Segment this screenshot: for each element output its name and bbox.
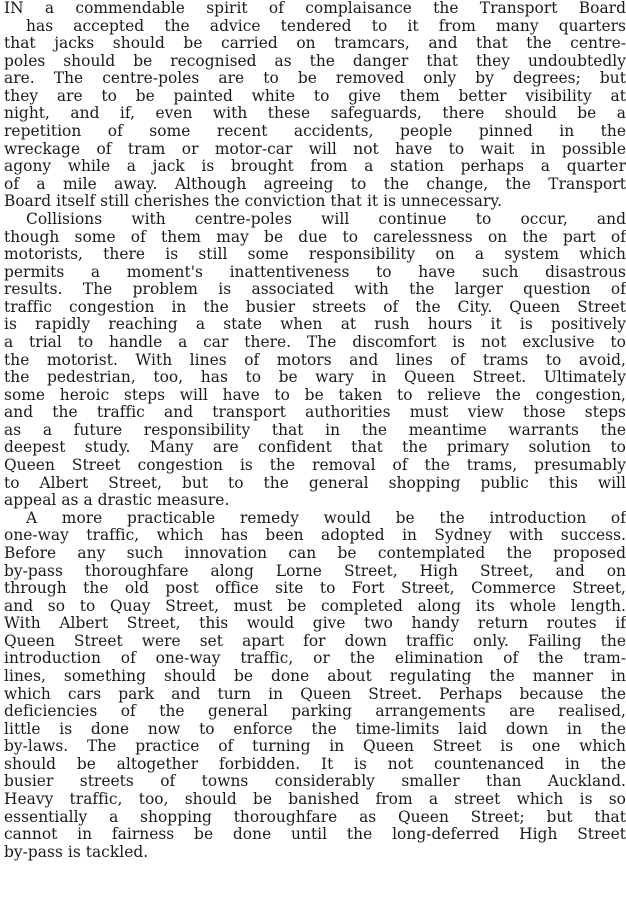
- text-line: as a future responsibility that in the meantime warrants the: [4, 420, 626, 439]
- text-line: little is done now to enforce the time-limits laid down in the: [4, 719, 626, 738]
- text-line: A more practicable remedy would be the introduction of: [26, 508, 626, 527]
- text-line: poles should be recognised as the danger that they undoubtedly: [4, 51, 626, 70]
- text-line: are. The centre-poles are to be removed only by degrees; but: [4, 69, 626, 88]
- text-line: one-way traffic, which has been adopted in Sydney with success.: [4, 526, 626, 545]
- text-line: is rapidly reaching a state when at rush hours it is positively: [4, 315, 626, 334]
- text-line: agony while a jack is brought from a station perhaps a quarter: [4, 157, 626, 176]
- article-column: [4, 0, 626, 861]
- text-line: appeal as a drastic measure.: [4, 491, 230, 510]
- text-line: cannot in fairness be done until the long-deferred High Street: [4, 825, 626, 844]
- text-line: some heroic steps will have to be taken to relieve the congestion,: [4, 385, 626, 404]
- text-line: Queen Street were set apart for down traffic only. Failing the: [4, 631, 626, 650]
- text-line: lines, something should be done about regulating the manner in: [4, 666, 626, 685]
- text-line: through the old post office site to Fort Street, Commerce Street,: [4, 579, 626, 598]
- paragraph-1: [4, 0, 626, 211]
- text-line: Queen Street congestion is the removal of the trams, presumably: [4, 456, 626, 475]
- text-line: and the traffic and transport authorities must view those steps: [4, 403, 626, 422]
- text-line: and so to Quay Street, must be completed along its whole length.: [4, 596, 626, 615]
- paragraph-2: [4, 211, 626, 510]
- text-line: a trial to handle a car there. The discomfort is not exclusive to: [4, 332, 626, 351]
- text-line: they are to be painted white to give them better visibility at: [4, 86, 626, 105]
- text-line: essentially a shopping thoroughfare as Queen Street; but that: [4, 807, 626, 826]
- text-line: deficiencies of the general parking arrangements are realised,: [4, 702, 626, 721]
- text-line: Before any such innovation can be contemplated the proposed: [4, 543, 626, 562]
- text-line: permits a moment's inattentiveness to have such disastrous: [4, 262, 626, 281]
- text-line: Collisions with centre-poles will continue to occur, and: [26, 209, 626, 228]
- text-line: though some of them may be due to carelessness on the part of: [4, 227, 626, 246]
- text-line: the motorist. With lines of motors and lines of trams to avoid,: [4, 350, 626, 369]
- text-line: to Albert Street, but to the general shopping public this will: [4, 473, 626, 492]
- text-line: by-pass is tackled.: [4, 842, 149, 861]
- text-line: of a mile away. Although agreeing to the change, the Transport: [4, 174, 626, 193]
- text-line: Heavy traffic, too, should be banished from a street which is so: [4, 790, 626, 809]
- text-line: deepest study. Many are confident that the primary solution to: [4, 438, 626, 457]
- text-line: repetition of some recent accidents, people pinned in the: [4, 122, 626, 141]
- text-line: results. The problem is associated with the larger question of: [4, 280, 626, 299]
- text-line: which cars park and turn in Queen Street. Perhaps because the: [4, 684, 626, 703]
- text-line: has accepted the advice tendered to it from many quarters: [26, 16, 626, 35]
- paragraph-3: [4, 510, 626, 862]
- text-line: by-pass thoroughfare along Lorne Street, High Street, and on: [4, 561, 626, 580]
- text-line: Board itself still cherishes the conviction that it is unnecessary.: [4, 192, 503, 211]
- text-line: busier streets of towns considerably smaller than Auckland.: [4, 772, 626, 791]
- text-line: introduction of one-way traffic, or the elimination of the tram-: [4, 649, 626, 668]
- text-line: motorists, there is still some responsibility on a system which: [4, 245, 626, 264]
- text-line: by-laws. The practice of turning in Queen Street is one which: [4, 737, 626, 756]
- text-line: wreckage of tram or motor-car will not have to wait in possible: [4, 139, 626, 158]
- text-line: night, and if, even with these safeguards, there should be a: [4, 104, 626, 123]
- text-line: With Albert Street, this would give two handy return routes if: [4, 614, 626, 633]
- text-line: that jacks should be carried on tramcars, and that the centre-: [4, 34, 626, 53]
- text-line: should be altogether forbidden. It is not countenanced in the: [4, 754, 626, 773]
- text-line: the pedestrian, too, has to be wary in Queen Street. Ultimately: [4, 368, 626, 387]
- text-line: IN a commendable spirit of complaisance the Transport Board: [4, 0, 626, 17]
- text-line: traffic congestion in the busier streets of the City. Queen Street: [4, 297, 626, 316]
